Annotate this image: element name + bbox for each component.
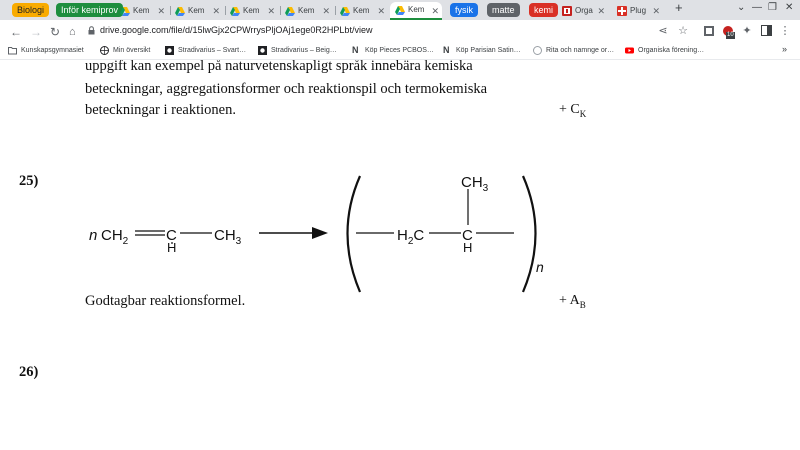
close-tab-icon[interactable]: ✕ — [377, 6, 385, 16]
browser-toolbar — [0, 20, 800, 44]
bookmark-min-oversikt[interactable] — [100, 46, 150, 55]
reactant-h: H — [167, 240, 177, 255]
tab-separator — [335, 6, 336, 15]
stradivarius-icon — [258, 46, 267, 55]
close-tab-icon[interactable]: ✕ — [597, 6, 605, 16]
close-window-icon[interactable]: ✕ — [785, 2, 794, 13]
score-ab — [559, 293, 586, 310]
intro-line: beteckningar, aggregationsformer och reaktionspil och termokemiska — [85, 81, 488, 97]
tab-title: Plug — [630, 6, 647, 15]
tab-group-kemi[interactable]: kemi — [529, 3, 558, 17]
score-plus: + A — [559, 293, 580, 308]
tab-title: Kem — [188, 6, 205, 15]
tab-kemi-3[interactable] — [230, 2, 278, 20]
question-number-25: 25) — [19, 173, 39, 189]
bookmark-kop-parisian[interactable] — [443, 46, 521, 55]
home-icon[interactable]: ⌂ — [69, 26, 76, 38]
product-ch3: $CH_3$ — [461, 174, 489, 194]
bookmark-label: Organiska förening… — [638, 47, 705, 54]
tab-strip — [0, 0, 800, 20]
tab-plugin[interactable] — [617, 2, 663, 20]
tab-kemi-1[interactable] — [120, 2, 168, 20]
minimize-icon[interactable]: — — [752, 2, 762, 13]
google-drive-icon — [395, 5, 405, 15]
chevron-down-icon[interactable]: ⌄ — [737, 2, 746, 13]
google-drive-icon — [230, 6, 240, 16]
product-h: H — [463, 240, 473, 255]
bookmark-stradivarius-svart[interactable] — [165, 46, 246, 55]
extension-badge-icon[interactable] — [722, 25, 734, 37]
back-icon[interactable]: ← — [10, 25, 22, 39]
restore-icon[interactable]: ❐ — [768, 2, 777, 13]
tab-group-biologi[interactable]: Biologi — [12, 3, 49, 17]
extension-badge-count: 10 — [727, 32, 734, 38]
bookmark-kunskapsgymnasiet[interactable] — [8, 46, 84, 55]
product-c: C — [462, 227, 473, 244]
tab-separator — [170, 6, 171, 15]
tab-kemi-2[interactable] — [175, 2, 223, 20]
globe-icon — [533, 46, 542, 55]
stradivarius-icon — [165, 46, 174, 55]
youtube-icon — [625, 46, 634, 55]
document-viewer — [0, 60, 800, 450]
bookmark-label: Kunskapsgymnasiet — [21, 47, 84, 54]
tab-organiska[interactable] — [562, 2, 608, 20]
share-icon[interactable]: ⋖ — [658, 25, 668, 37]
extension-app-icon[interactable] — [703, 25, 715, 37]
product-ch2: $H_2C$ — [397, 227, 425, 247]
reactant-ch2: $CH_2$ — [101, 227, 129, 247]
bookmark-label: Min översikt — [113, 47, 151, 54]
bookmark-kop-pieces[interactable] — [352, 46, 434, 55]
tab-title: Kem — [243, 6, 260, 15]
organiska-favicon-icon — [562, 6, 572, 16]
puzzle-icon[interactable]: ✦ — [742, 25, 752, 37]
tab-title: Kem — [408, 5, 425, 14]
bookmark-stradivarius-beig[interactable] — [258, 46, 337, 55]
reaction-diagram — [0, 60, 800, 450]
bookmark-label: Rita och namnge or… — [546, 47, 615, 54]
kebab-menu-icon[interactable]: ⋮ — [779, 25, 791, 37]
bookmark-label: Stradivarius – Beig… — [271, 47, 337, 54]
tab-title: Kem — [133, 6, 150, 15]
bookmark-organiska-foreningar[interactable] — [625, 46, 704, 55]
bookmark-label: Köp Pieces PCBOS… — [365, 47, 434, 54]
tab-title: Orga — [575, 6, 593, 15]
tab-separator — [225, 6, 226, 15]
bookmark-rita-och-namnge[interactable] — [533, 46, 614, 55]
google-drive-icon — [175, 6, 185, 16]
tab-kemi-active[interactable] — [390, 2, 442, 20]
n-icon: N — [352, 45, 359, 55]
address-bar[interactable]: drive.google.com/file/d/15lwGjx2CPWrrysPljOAj1ege0R2HPLbt/view — [100, 25, 373, 35]
tab-group-matte[interactable]: matte — [487, 3, 520, 17]
tab-kemi-4[interactable] — [285, 2, 333, 20]
reactant-ch3: $CH_3$ — [214, 227, 242, 247]
tab-kemi-5[interactable] — [340, 2, 388, 20]
google-drive-icon — [340, 6, 350, 16]
google-drive-icon — [120, 6, 130, 16]
folder-icon — [8, 46, 17, 55]
bookmark-label: Köp Parisian Satin… — [456, 47, 521, 54]
intro-line: beteckningar i reaktionen. — [85, 102, 236, 118]
close-tab-icon[interactable]: ✕ — [431, 6, 439, 16]
lock-icon[interactable] — [88, 26, 95, 35]
n-coefficient: n — [89, 227, 98, 244]
tab-group-fysik[interactable]: fysik — [450, 3, 478, 17]
score-sub: K — [579, 108, 587, 119]
bookmark-star-icon[interactable]: ☆ — [678, 25, 688, 37]
bookmarks-overflow-button[interactable]: » — [782, 44, 788, 54]
score-plus: + C — [559, 102, 580, 117]
bookmarks-bar — [0, 44, 800, 60]
reactant-c: C — [166, 227, 177, 244]
question-number-26: 26) — [19, 364, 39, 380]
arrow-head — [312, 227, 328, 239]
tab-separator — [280, 6, 281, 15]
tab-group-infor-kemiprov[interactable]: Inför kemiprov — [56, 3, 123, 17]
side-panel-icon[interactable] — [760, 25, 772, 37]
left-parenthesis — [348, 176, 361, 292]
plugin-favicon-icon — [617, 6, 627, 16]
close-tab-icon[interactable]: ✕ — [267, 6, 275, 16]
answer-text: Godtagbar reaktionsformel. — [85, 293, 246, 309]
close-tab-icon[interactable]: ✕ — [322, 6, 330, 16]
intro-line: uppgift kan exempel på naturvetenskapligt språk innebära kemiska — [85, 60, 473, 74]
n-icon: N — [443, 45, 450, 55]
close-tab-icon[interactable]: ✕ — [157, 6, 165, 16]
google-drive-icon — [285, 6, 295, 16]
bookmark-label: Stradivarius – Svart… — [178, 47, 247, 54]
globe-icon — [100, 46, 109, 55]
score-sub: B — [579, 299, 586, 310]
close-tab-icon[interactable]: ✕ — [652, 6, 660, 16]
right-parenthesis — [523, 176, 536, 292]
reload-icon[interactable]: ↻ — [50, 25, 61, 39]
close-tab-icon[interactable]: ✕ — [212, 6, 220, 16]
n-subscript: n — [536, 259, 544, 275]
tab-title: Kem — [353, 6, 370, 15]
new-tab-button[interactable]: + — [675, 0, 683, 15]
tab-title: Kem — [298, 6, 315, 15]
forward-icon[interactable]: → — [30, 25, 42, 39]
